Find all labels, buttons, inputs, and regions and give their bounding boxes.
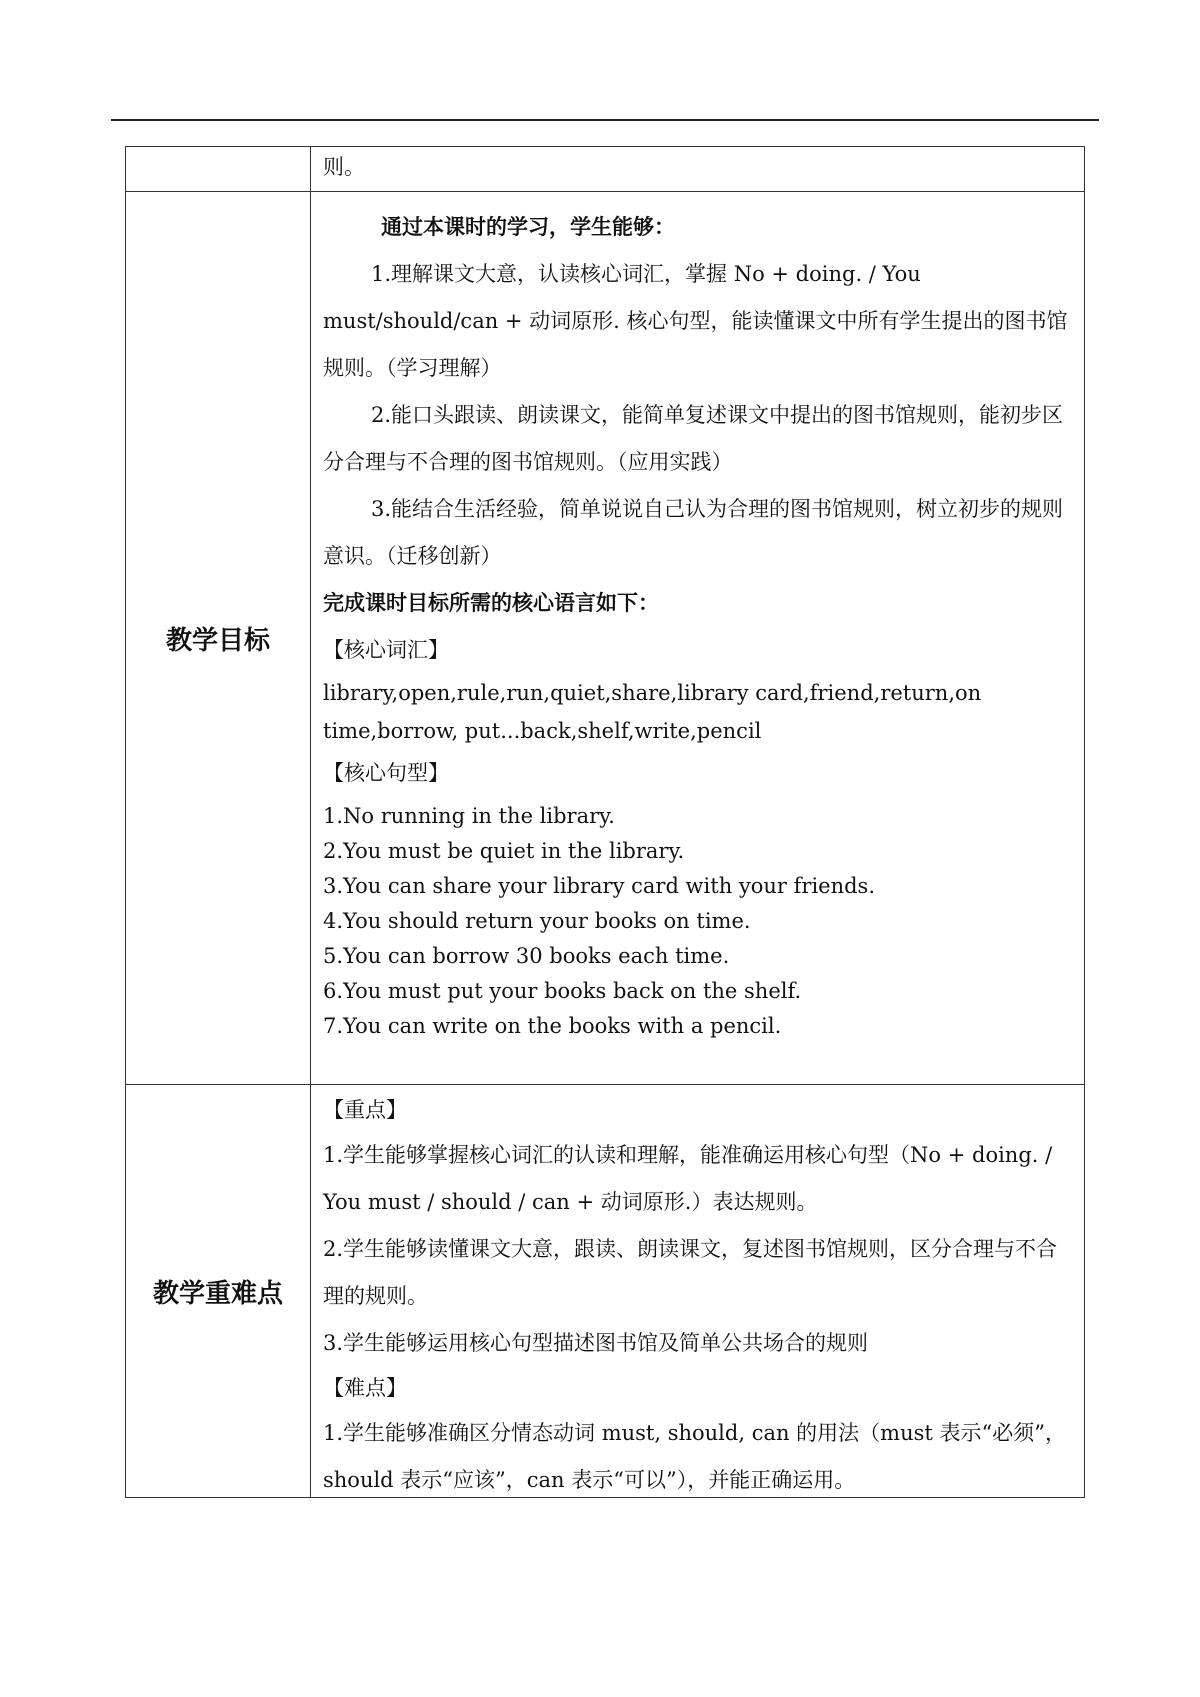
focus-item: 1.学生能够掌握核心词汇的认读和理解，能准确运用核心句型（No + doing. / You must / should / can + 动词原形.）表达规则。 [323,1143,1053,1214]
continuation-text: 则。 [323,155,365,179]
vocab-heading: 【核心词汇】 [323,638,449,662]
keypoints-label: 教学重难点 [126,1085,311,1497]
table-row-objectives [126,191,1084,1084]
objective-item-2: 2.能口头跟读、朗读课文，能简单复述课文中提出的图书馆规则，能初步区分合理与不合理的图书馆规则。（应用实践） [323,403,1064,474]
sentence-item: 1.No running in the library. [323,804,615,828]
focus-item: 2.学生能够读懂课文大意，跟读、朗读课文，复述图书馆规则，区分合理与不合理的规则。 [323,1237,1058,1308]
objectives-label: 教学目标 [126,192,311,1084]
sentence-heading: 【核心句型】 [323,761,449,785]
sentence-item: 6.You must put your books back on the shelf. [323,979,802,1003]
objectives-content [311,192,1084,1084]
sentence-item: 7.You can write on the books with a pencil. [323,1014,782,1038]
core-language-heading: 完成课时目标所需的核心语言如下： [323,591,659,615]
difficulty-item: 1.学生能够准确区分情态动词 must, should, can 的用法（must 表示“必须”，should 表示“应该”，can 表示“可以”），并能正确运用。 [323,1421,1066,1492]
objective-item-3: 3.能结合生活经验，简单说说自己认为合理的图书馆规则，树立初步的规则意识。（迁移创新） [323,497,1064,568]
row-label-empty [126,147,311,191]
header-rule [111,119,1099,121]
objective-item-1: 1.理解课文大意，认读核心词汇，掌握 No + doing. / You must/should/can + 动词原形. 核心句型，能读懂课文中所有学生提出的图书馆规则。（学习理解） [323,262,1068,380]
sentence-list [323,797,1074,1044]
sentence-item: 2.You must be quiet in the library. [323,839,685,863]
continuation-text-cell [311,147,1084,191]
table-row-continuation [126,147,1084,191]
focus-item: 3.学生能够运用核心句型描述图书馆及简单公共场合的规则 [323,1331,869,1355]
lesson-plan-table [125,146,1085,1498]
vocab-list: library,open,rule,run,quiet,share,library card,friend,return,on time,borrow, put...back,shelf,write,pencil [323,681,982,743]
sentence-item: 4.You should return your books on time. [323,909,751,933]
objectives-intro: 通过本课时的学习，学生能够： [381,215,675,239]
keypoints-content [311,1085,1084,1497]
sentence-item: 3.You can share your library card with your friends. [323,874,876,898]
difficulty-heading: 【难点】 [323,1376,407,1400]
table-row-keypoints [126,1084,1084,1497]
focus-heading: 【重点】 [323,1098,407,1122]
sentence-item: 5.You can borrow 30 books each time. [323,944,730,968]
